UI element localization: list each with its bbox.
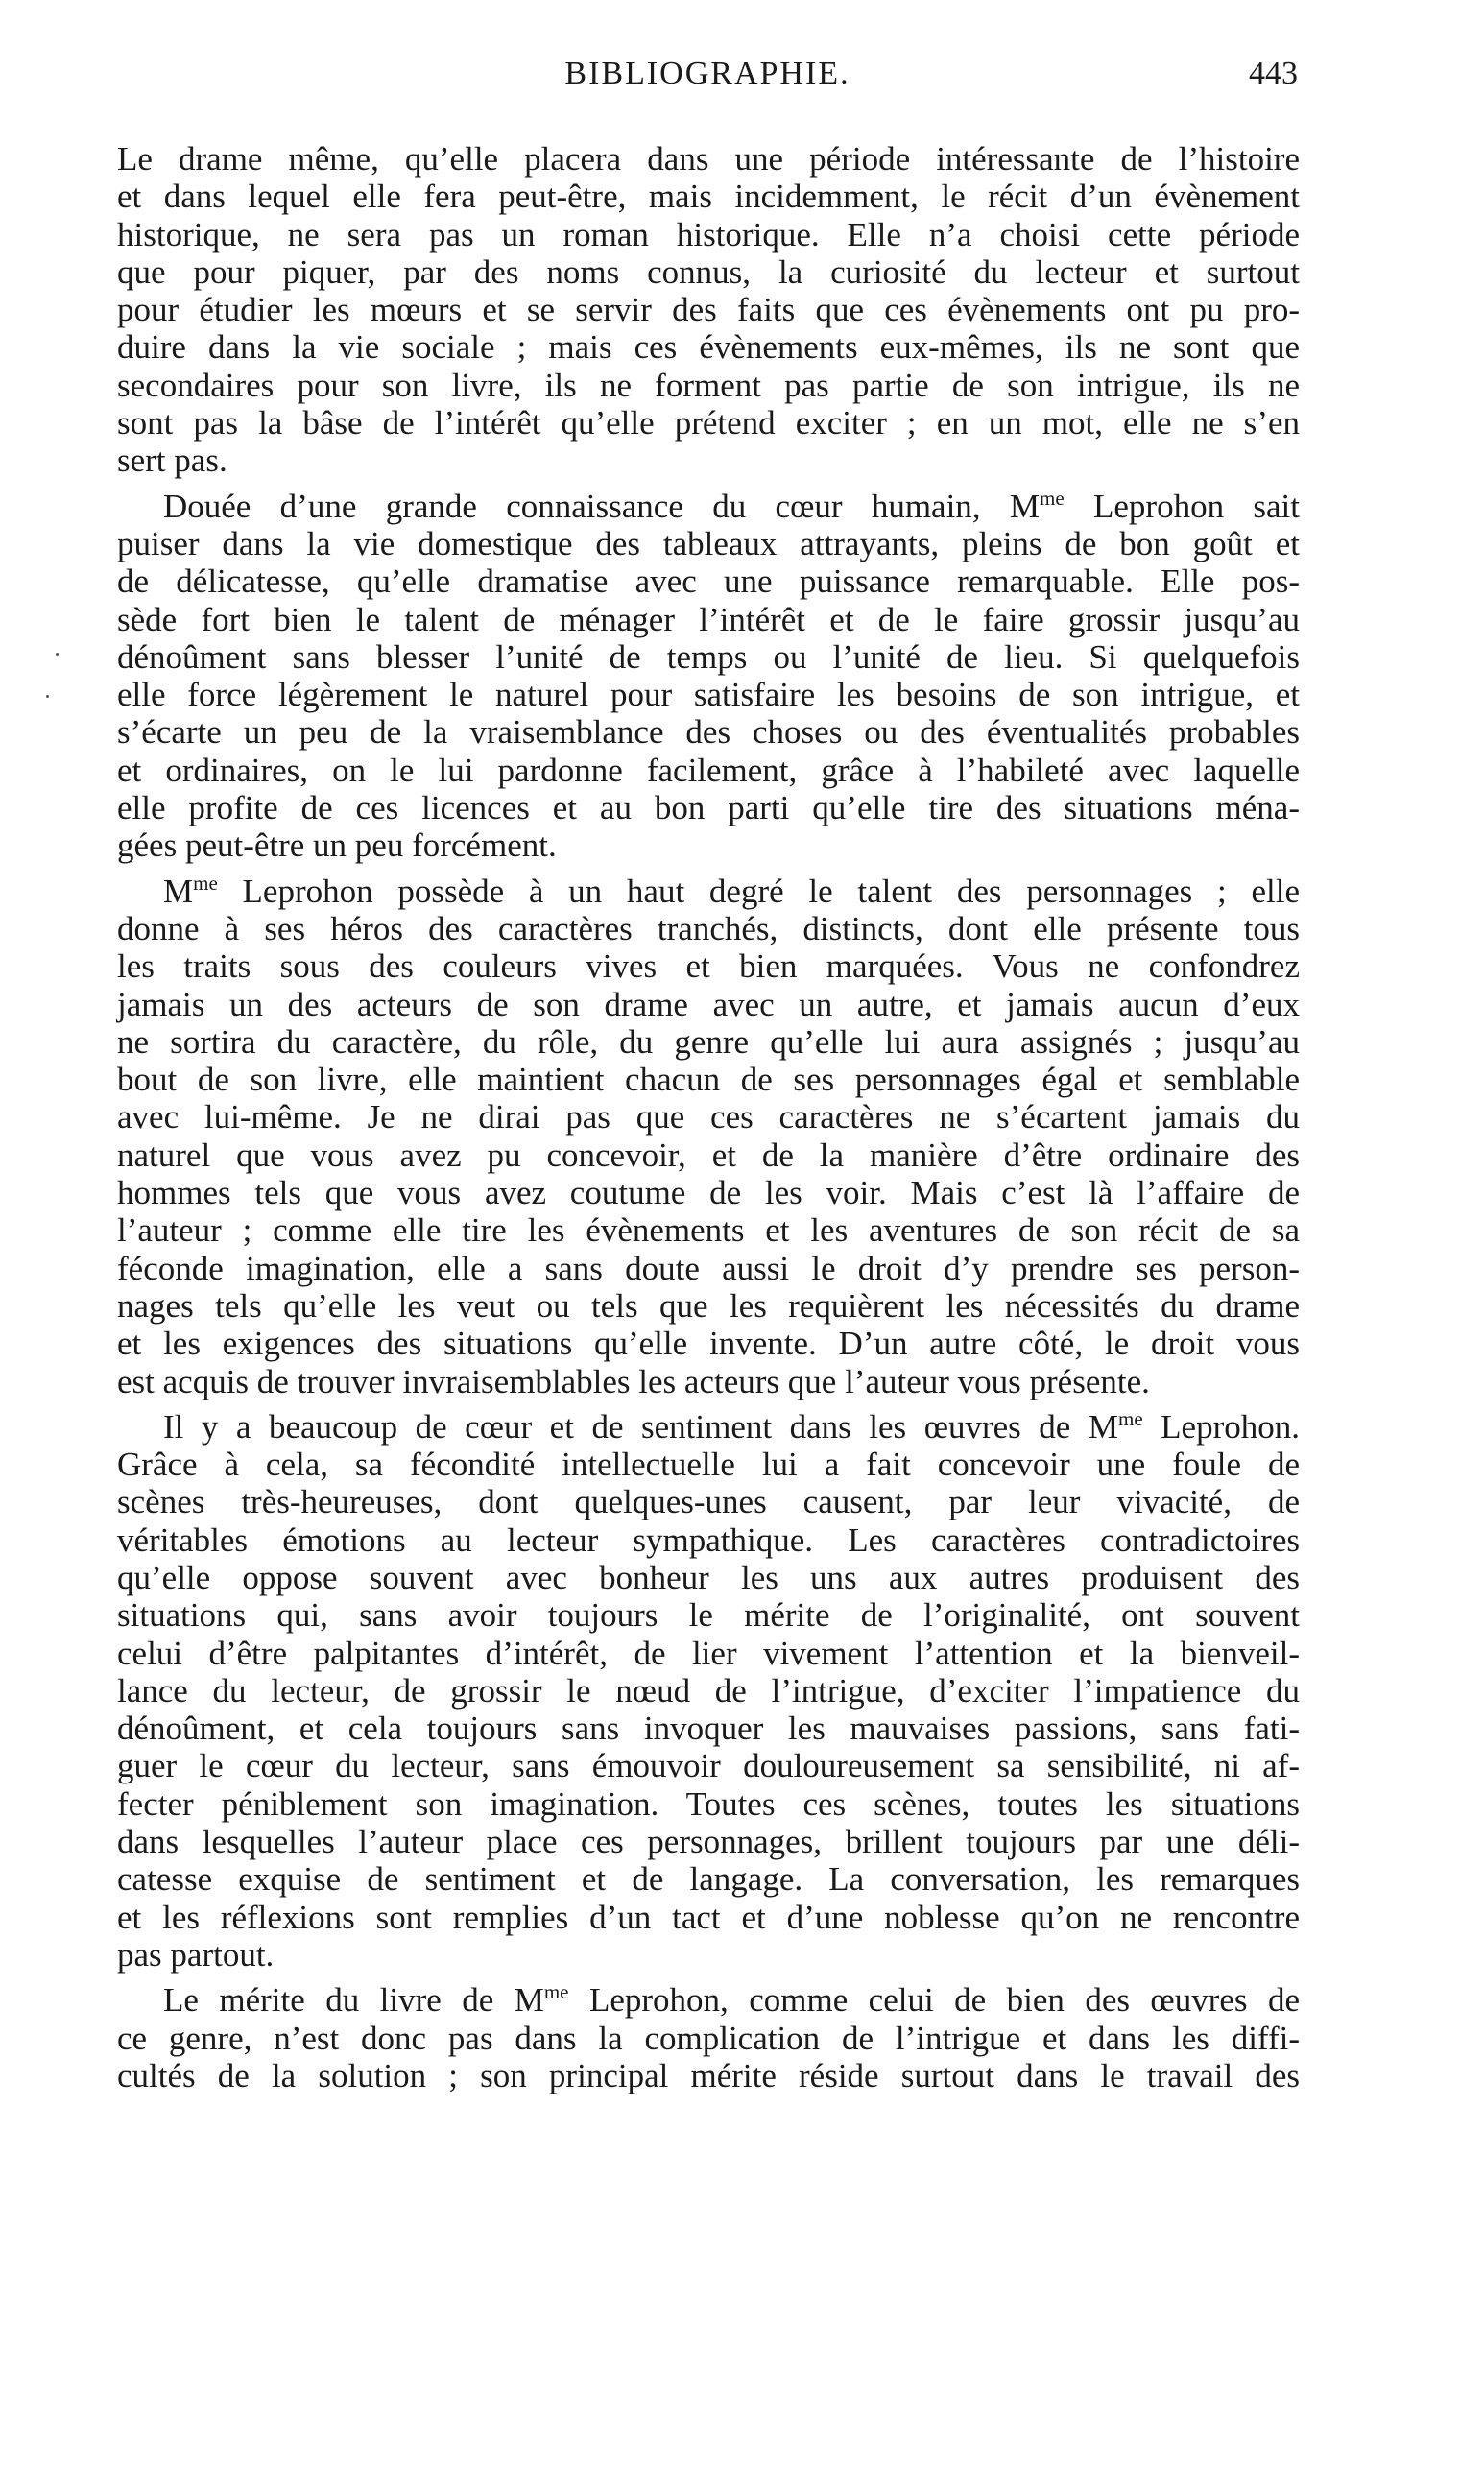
paragraph xyxy=(117,873,1300,1400)
text-line: ne sortira du caractère, du rôle, du genre qu’elle lui aura assignés ; jusqu’au xyxy=(117,1022,1300,1061)
paragraph xyxy=(117,488,1300,865)
text-line: celui d’être palpitantes d’intérêt, de lier vivement l’attention et la bienveil- xyxy=(117,1634,1300,1672)
text-line: catesse exquise de sentiment et de langage. La conversation, les remarques xyxy=(117,1860,1300,1899)
text-line: cultés de la solution ; son principal mérite réside surtout dans le travail des xyxy=(117,2056,1300,2094)
text-line: de délicatesse, qu’elle dramatise avec une puissance remarquable. Elle pos- xyxy=(117,562,1300,601)
paragraph xyxy=(117,1408,1300,1974)
text-line: donne à ses héros des caractères tranchés, distincts, dont elle présente tous xyxy=(117,909,1300,947)
running-header xyxy=(117,56,1298,104)
text-line: que pour piquer, par des noms connus, la curiosité du lecteur et surtout xyxy=(117,252,1300,291)
text-line: duire dans la vie sociale ; mais ces évènements eux-mêmes, ils ne sont que xyxy=(117,328,1300,367)
text-line: naturel que vous avez pu concevoir, et de la manière d’être ordinaire des xyxy=(117,1136,1300,1174)
page-number: 443 xyxy=(1249,56,1298,91)
text-line: sède fort bien le talent de ménager l’intérêt et de le faire grossir jusqu’au xyxy=(117,600,1300,638)
margin-mark xyxy=(56,653,59,656)
text-line: pour étudier les mœurs et se servir des faits que ces évènements ont pu pro- xyxy=(117,291,1300,329)
text-line: scènes très-heureuses, dont quelques-unes causent, par leur vivacité, de xyxy=(117,1483,1300,1521)
text-line: jamais un des acteurs de son drame avec un autre, et jamais aucun d’eux xyxy=(117,985,1300,1023)
text-line: elle force légèrement le naturel pour satisfaire les besoins de son intrigue, et xyxy=(117,676,1300,714)
text-line: Douée d’une grande connaissance du cœur humain, $M^{me}$ Leprohon sait xyxy=(163,486,1300,525)
body-text xyxy=(117,140,1300,2094)
text-line: dénoûment, et cela toujours sans invoquer les mauvaises passions, sans fati- xyxy=(117,1710,1300,1748)
text-line: et ordinaires, on le lui pardonne facilement, grâce à l’habileté avec laquelle xyxy=(117,751,1300,789)
text-line: qu’elle oppose souvent avec bonheur les uns aux autres produisent des xyxy=(117,1558,1300,1596)
text-line: Grâce à cela, sa fécondité intellectuelle lui a fait concevoir une foule de xyxy=(117,1446,1300,1484)
text-line: l’auteur ; comme elle tire les évènements et les aventures de son récit de sa xyxy=(117,1211,1300,1250)
text-line: Le drame même, qu’elle placera dans une période intéressante de l’histoire xyxy=(117,140,1300,178)
text-line: pas partout. xyxy=(117,1935,275,1974)
text-line: avec lui-même. Je ne dirai pas que ces caractères ne s’écartent jamais du xyxy=(117,1098,1300,1137)
text-line: sert pas. xyxy=(117,442,227,480)
text-line: guer le cœur du lecteur, sans émouvoir douloureusement sa sensibilité, ni af- xyxy=(117,1747,1300,1785)
text-line: ce genre, n’est donc pas dans la complication de l’intrigue et dans les diffi- xyxy=(117,2019,1300,2057)
text-line: véritables émotions au lecteur sympathique. Les caractères contradictoires xyxy=(117,1520,1300,1559)
text-line: elle profite de ces licences et au bon parti qu’elle tire des situations ména- xyxy=(117,789,1300,827)
text-line: nages tels qu’elle les veut ou tels que les requièrent les nécessités du drame xyxy=(117,1286,1300,1325)
text-line: dénoûment sans blesser l’unité de temps ou l’unité de lieu. Si quelquefois xyxy=(117,637,1300,676)
text-line: secondaires pour son livre, ils ne forment pas partie de son intrigue, ils ne xyxy=(117,366,1300,404)
paragraph xyxy=(117,140,1300,480)
text-line: fecter péniblement son imagination. Toutes ces scènes, toutes les situations xyxy=(117,1784,1300,1823)
text-line: Il y a beaucoup de cœur et de sentiment dans les œuvres de $M^{me}$ Leprohon. xyxy=(163,1406,1300,1446)
text-line: lance du lecteur, de grossir le nœud de l’intrigue, d’exciter l’impatience du xyxy=(117,1671,1300,1710)
text-line: s’écarte un peu de la vraisemblance des choses ou des éventualités probables xyxy=(117,713,1300,752)
margin-mark xyxy=(46,695,49,698)
text-line: dans lesquelles l’auteur place ces personnages, brillent toujours par une déli- xyxy=(117,1823,1300,1861)
paragraph xyxy=(117,1981,1300,2094)
text-line: hommes tels que vous avez coutume de les voir. Mais c’est là l’affaire de xyxy=(117,1174,1300,1212)
text-line: gées peut-être un peu forcément. xyxy=(117,826,557,865)
text-line: féconde imagination, elle a sans doute aussi le droit d’y prendre ses person- xyxy=(117,1249,1300,1287)
text-line: puiser dans la vie domestique des tableaux attrayants, pleins de bon goût et xyxy=(117,524,1300,562)
text-line: Le mérite du livre de $M^{me}$ Leprohon, comme celui de bien des œuvres de xyxy=(163,1980,1300,2020)
text-line: et les exigences des situations qu’elle invente. D’un autre côté, le droit vous xyxy=(117,1325,1300,1363)
running-title: BIBLIOGRAPHIE. xyxy=(564,56,850,91)
text-line: et dans lequel elle fera peut-être, mais incidemment, le récit d’un évènement xyxy=(117,178,1300,216)
text-line: et les réflexions sont remplies d’un tact et d’une noblesse qu’on ne rencontre xyxy=(117,1898,1300,1936)
text-line: les traits sous des couleurs vives et bien marquées. Vous ne confondrez xyxy=(117,947,1300,986)
text-line: historique, ne sera pas un roman historique. Elle n’a choisi cette période xyxy=(117,215,1300,253)
text-line: sont pas la bâse de l’intérêt qu’elle prétend exciter ; en un mot, elle ne s’en xyxy=(117,404,1300,443)
text-line: bout de son livre, elle maintient chacun de ses personnages égal et semblable xyxy=(117,1061,1300,1099)
text-line: $M^{me}$ Leprohon possède à un haut degré le talent des personnages ; elle xyxy=(163,871,1300,910)
text-line: situations qui, sans avoir toujours le mérite de l’originalité, ont souvent xyxy=(117,1596,1300,1635)
text-line: est acquis de trouver invraisemblables les acteurs que l’auteur vous présente. xyxy=(117,1362,1150,1400)
